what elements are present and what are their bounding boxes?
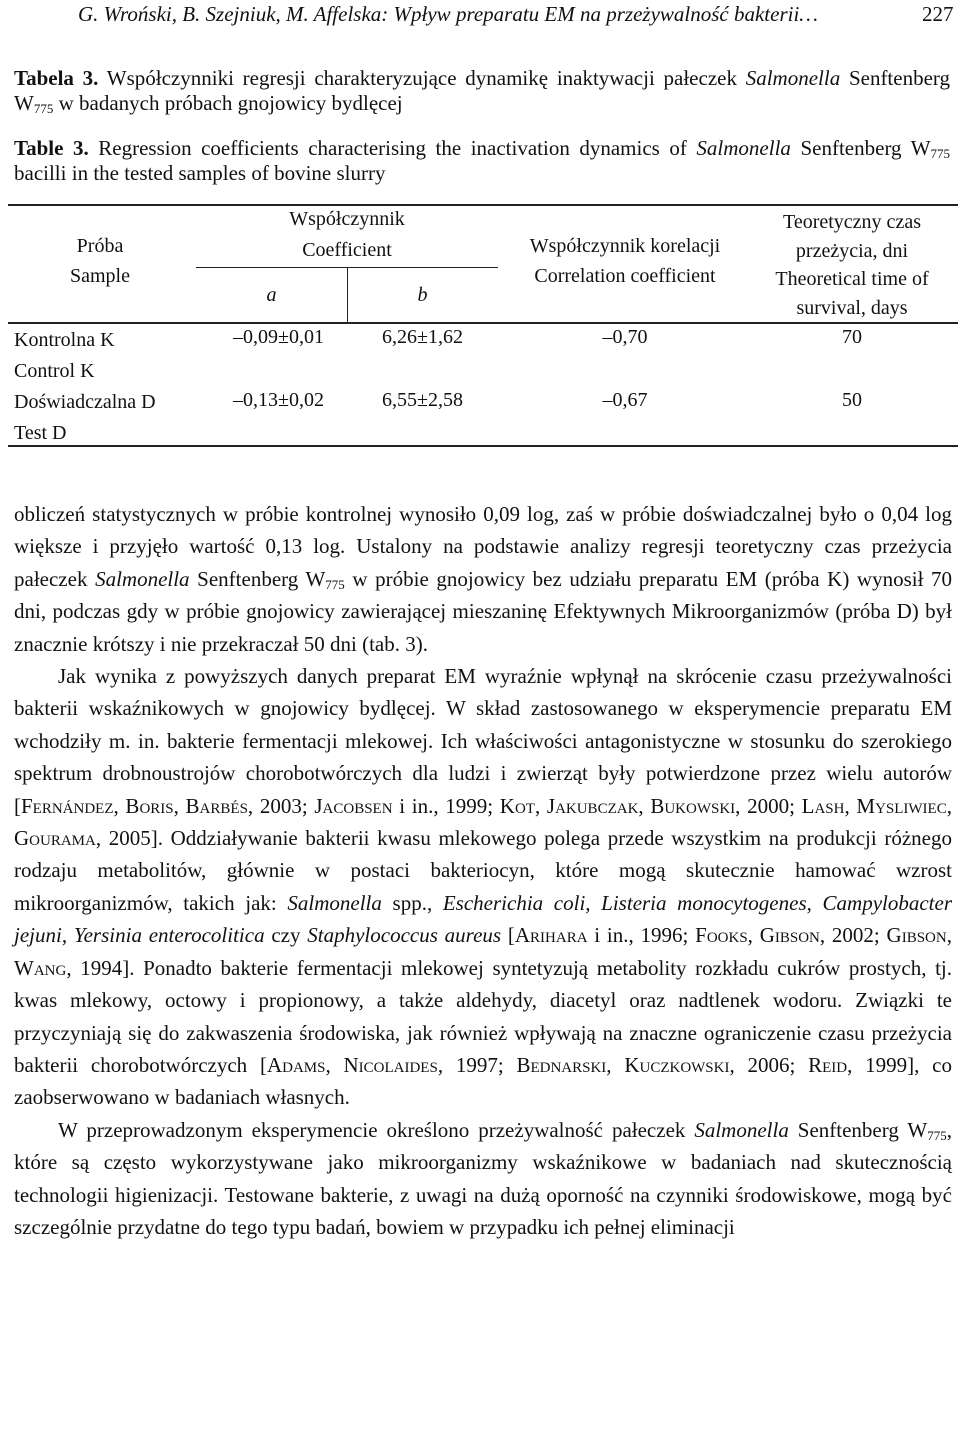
page-number: 227	[922, 2, 954, 26]
caption-text-after-pl: w badanych próbach gnojowicy bydlęcej	[58, 91, 403, 115]
table-caption-pl	[14, 66, 950, 116]
header-a: a	[266, 284, 277, 306]
text: czy	[264, 923, 308, 948]
species: Yersinia enterocolitica	[73, 923, 265, 948]
body-text	[14, 498, 952, 1243]
citation-authors: Fooks, Gibson	[695, 923, 820, 948]
species: Salmonella	[287, 890, 382, 915]
caption-strain-en: Senftenberg W	[800, 136, 931, 160]
caption-strain-sub-en: 775	[930, 146, 951, 161]
row-correlation-value: –0,70	[602, 326, 648, 348]
caption-genus-en: Salmonella	[696, 136, 791, 160]
header-time-pl-1: Teoretyczny czas	[783, 211, 921, 233]
text: , 2006;	[729, 1052, 809, 1077]
text: Senftenberg W	[197, 566, 326, 591]
citation-authors: Fernández, Boris, Barbés	[21, 793, 248, 818]
caption-text-pl: Współczynniki regresji charakteryzujące dynamikę inaktywacji pałeczek	[106, 66, 737, 90]
genus: Salmonella	[694, 1117, 789, 1142]
text: spp.,	[381, 890, 443, 915]
table-caption-en	[14, 136, 950, 186]
header-coefficient	[196, 207, 498, 263]
header-b: b	[417, 284, 428, 306]
table-header-rule	[8, 322, 958, 324]
row-sample-en: Test D	[14, 422, 67, 444]
genus: Salmonella	[95, 566, 190, 591]
text: , 2000;	[735, 793, 802, 818]
text: i in., 1999;	[392, 793, 500, 818]
row-a-value: –0,13±0,02	[233, 389, 324, 411]
citation-authors: Reid	[808, 1052, 848, 1077]
running-title: G. Wroński, B. Szejniuk, M. Affelska: Wpływ preparatu EM na przeżywalność bakterii…	[78, 2, 818, 26]
caption-strain-sub-pl: 775	[33, 101, 54, 116]
citation-authors: Adams, Nicolaides	[266, 1052, 438, 1077]
text: , 1997;	[437, 1052, 517, 1077]
header-sample-pl: Próba	[76, 235, 124, 257]
row-sample-pl: Kontrolna K	[14, 329, 115, 351]
paragraph-3	[14, 1114, 952, 1244]
subscript: 775	[927, 1127, 947, 1143]
row-b-value: 6,55±2,58	[382, 389, 463, 411]
table-top-rule	[8, 204, 958, 206]
text: i in., 1996;	[587, 923, 696, 948]
citation-authors: Arihara	[514, 923, 588, 948]
header-corr-en: Correlation coefficient	[534, 265, 716, 287]
table-row	[14, 387, 156, 449]
citation-authors: Jacobsen	[314, 793, 393, 818]
header-coef-pl: Współczynnik	[289, 208, 405, 230]
header-correlation	[505, 234, 745, 289]
text: Senftenberg W	[788, 1117, 928, 1142]
row-sample-en: Control K	[14, 360, 95, 382]
text: ,	[61, 923, 74, 948]
caption-label-pl: Tabela 3.	[14, 66, 99, 90]
text: , 2002;	[819, 923, 887, 948]
row-sample-pl: Doświadczalna D	[14, 391, 156, 413]
text: , 1994]. Ponadto bakterie fermentacji mlekowej syntetyzują metabolity rozkładu cukrów prostych, tj. kwas mlekowy, octowy i propionowy, a także aldehydy, diacetyl oraz nadtlenek wodoru. Związki te przyczyniają się do zakwaszenia środowiska, jak również wpływają na znaczne ograniczenie czasu przeżycia bakterii chorobotwórczych [	[14, 955, 952, 1077]
row-correlation-value: –0,67	[602, 389, 648, 411]
citation-authors: Gibson, Wang	[14, 923, 952, 980]
header-sample	[40, 234, 160, 289]
header-corr-pl: Współczynnik korelacji	[529, 235, 721, 257]
text: , które są często wykorzystywane jako mikroorganizmy wskaźnikowe w badaniach nad skutecznością technologii higienizacji. Testowane bakterie, z uwagi na dużą oporność na czynniki środowiskowe, mogą być szczególnie przydatne do tego typu badań, bowiem w przypadku ich pełnej eliminacji	[14, 1117, 952, 1239]
header-survival-time	[752, 208, 952, 322]
paragraph-1	[14, 498, 952, 660]
row-survival-value: 70	[842, 326, 862, 348]
text: W przeprowadzonym eksperymencie określono przeżywalność pałeczek	[58, 1117, 695, 1142]
citation-authors: Kot, Jakubczak, Bukowski	[499, 793, 736, 818]
paragraph-2	[14, 660, 952, 1114]
caption-text-after-en: bacilli in the tested samples of bovine slurry	[14, 161, 386, 185]
row-survival-value: 50	[842, 389, 862, 411]
header-time-pl-2: przeżycia, dni	[795, 239, 909, 262]
text: , 1999], co zaobserwowano w badaniach własnych.	[14, 1052, 952, 1110]
text: w próbie gnojowicy bez udziału preparatu EM (próba K) wynosił 70 dni, podczas gdy w próbie gnojowicy zawierającej mieszaninę Efektywnych Mikroorganizmów (próba D) był znacznie krótszy i nie przekraczał 50 dni (tab. 3).	[14, 566, 953, 656]
text: , 2003;	[247, 793, 315, 818]
caption-text-en: Regression coefficients characterising the inactivation dynamics of	[98, 136, 687, 160]
text: , 2005]. Oddziaływanie bakterii kwasu mlekowego polega przede wszystkim na produkcji różnego rodzaju metabolitów, głównie w postaci bakteriocyn, które mogą skutecznie hamować wzrost mikroorganizmów, takich jak:	[14, 826, 952, 915]
caption-strain-pl: Senftenberg W	[14, 66, 951, 115]
row-a-value: –0,09±0,01	[233, 326, 324, 348]
text: [	[501, 923, 515, 948]
species: Campylobacter jejuni	[14, 890, 952, 948]
citation-authors: Lash, Mysliwiec, Gourama	[14, 793, 952, 851]
caption-genus-pl: Salmonella	[745, 66, 841, 90]
header-time-en-2: survival, days	[796, 296, 908, 319]
citation-authors: Bednarski, Kuczkowski	[516, 1052, 730, 1077]
table-row	[14, 325, 115, 387]
text: ,	[806, 890, 823, 915]
subscript: 775	[325, 576, 345, 592]
species: Staphylococcus aureus	[307, 923, 502, 948]
running-header	[78, 2, 954, 27]
caption-label-en: Table 3.	[14, 136, 89, 160]
header-sample-en: Sample	[70, 265, 130, 287]
header-coef-en: Coefficient	[302, 239, 392, 261]
text: obliczeń statystycznych w próbie kontrolnej wynosiło 0,09 log, zaś w próbie doświadczalnej było o 0,04 log większe i przyjęło wartość 0,13 log. Ustalony na podstawie analizy regresji teoretyczny czas przeżycia pałeczek	[14, 502, 952, 591]
text: Jak wynika z powyższych danych preparat EM wyraźnie wpłynął na skrócenie czasu przeżywalności bakterii wskaźnikowych w gnojowicy bydlęcej. W skład zastosowanego w eksperymencie preparatu EM wchodziły m. in. bakterie fermentacji mlekowej. Ich właściwości antagonistyczne w stosunku do szerokiego spektrum drobnoustrojów chorobotwórczych dla ludzi i zwierząt były potwierdzone przez wielu autorów [	[14, 664, 952, 818]
row-b-value: 6,26±1,62	[382, 326, 463, 348]
species: Escherichia coli, Listeria monocytogenes	[442, 890, 807, 915]
header-time-en-1: Theoretical time of	[775, 268, 929, 290]
